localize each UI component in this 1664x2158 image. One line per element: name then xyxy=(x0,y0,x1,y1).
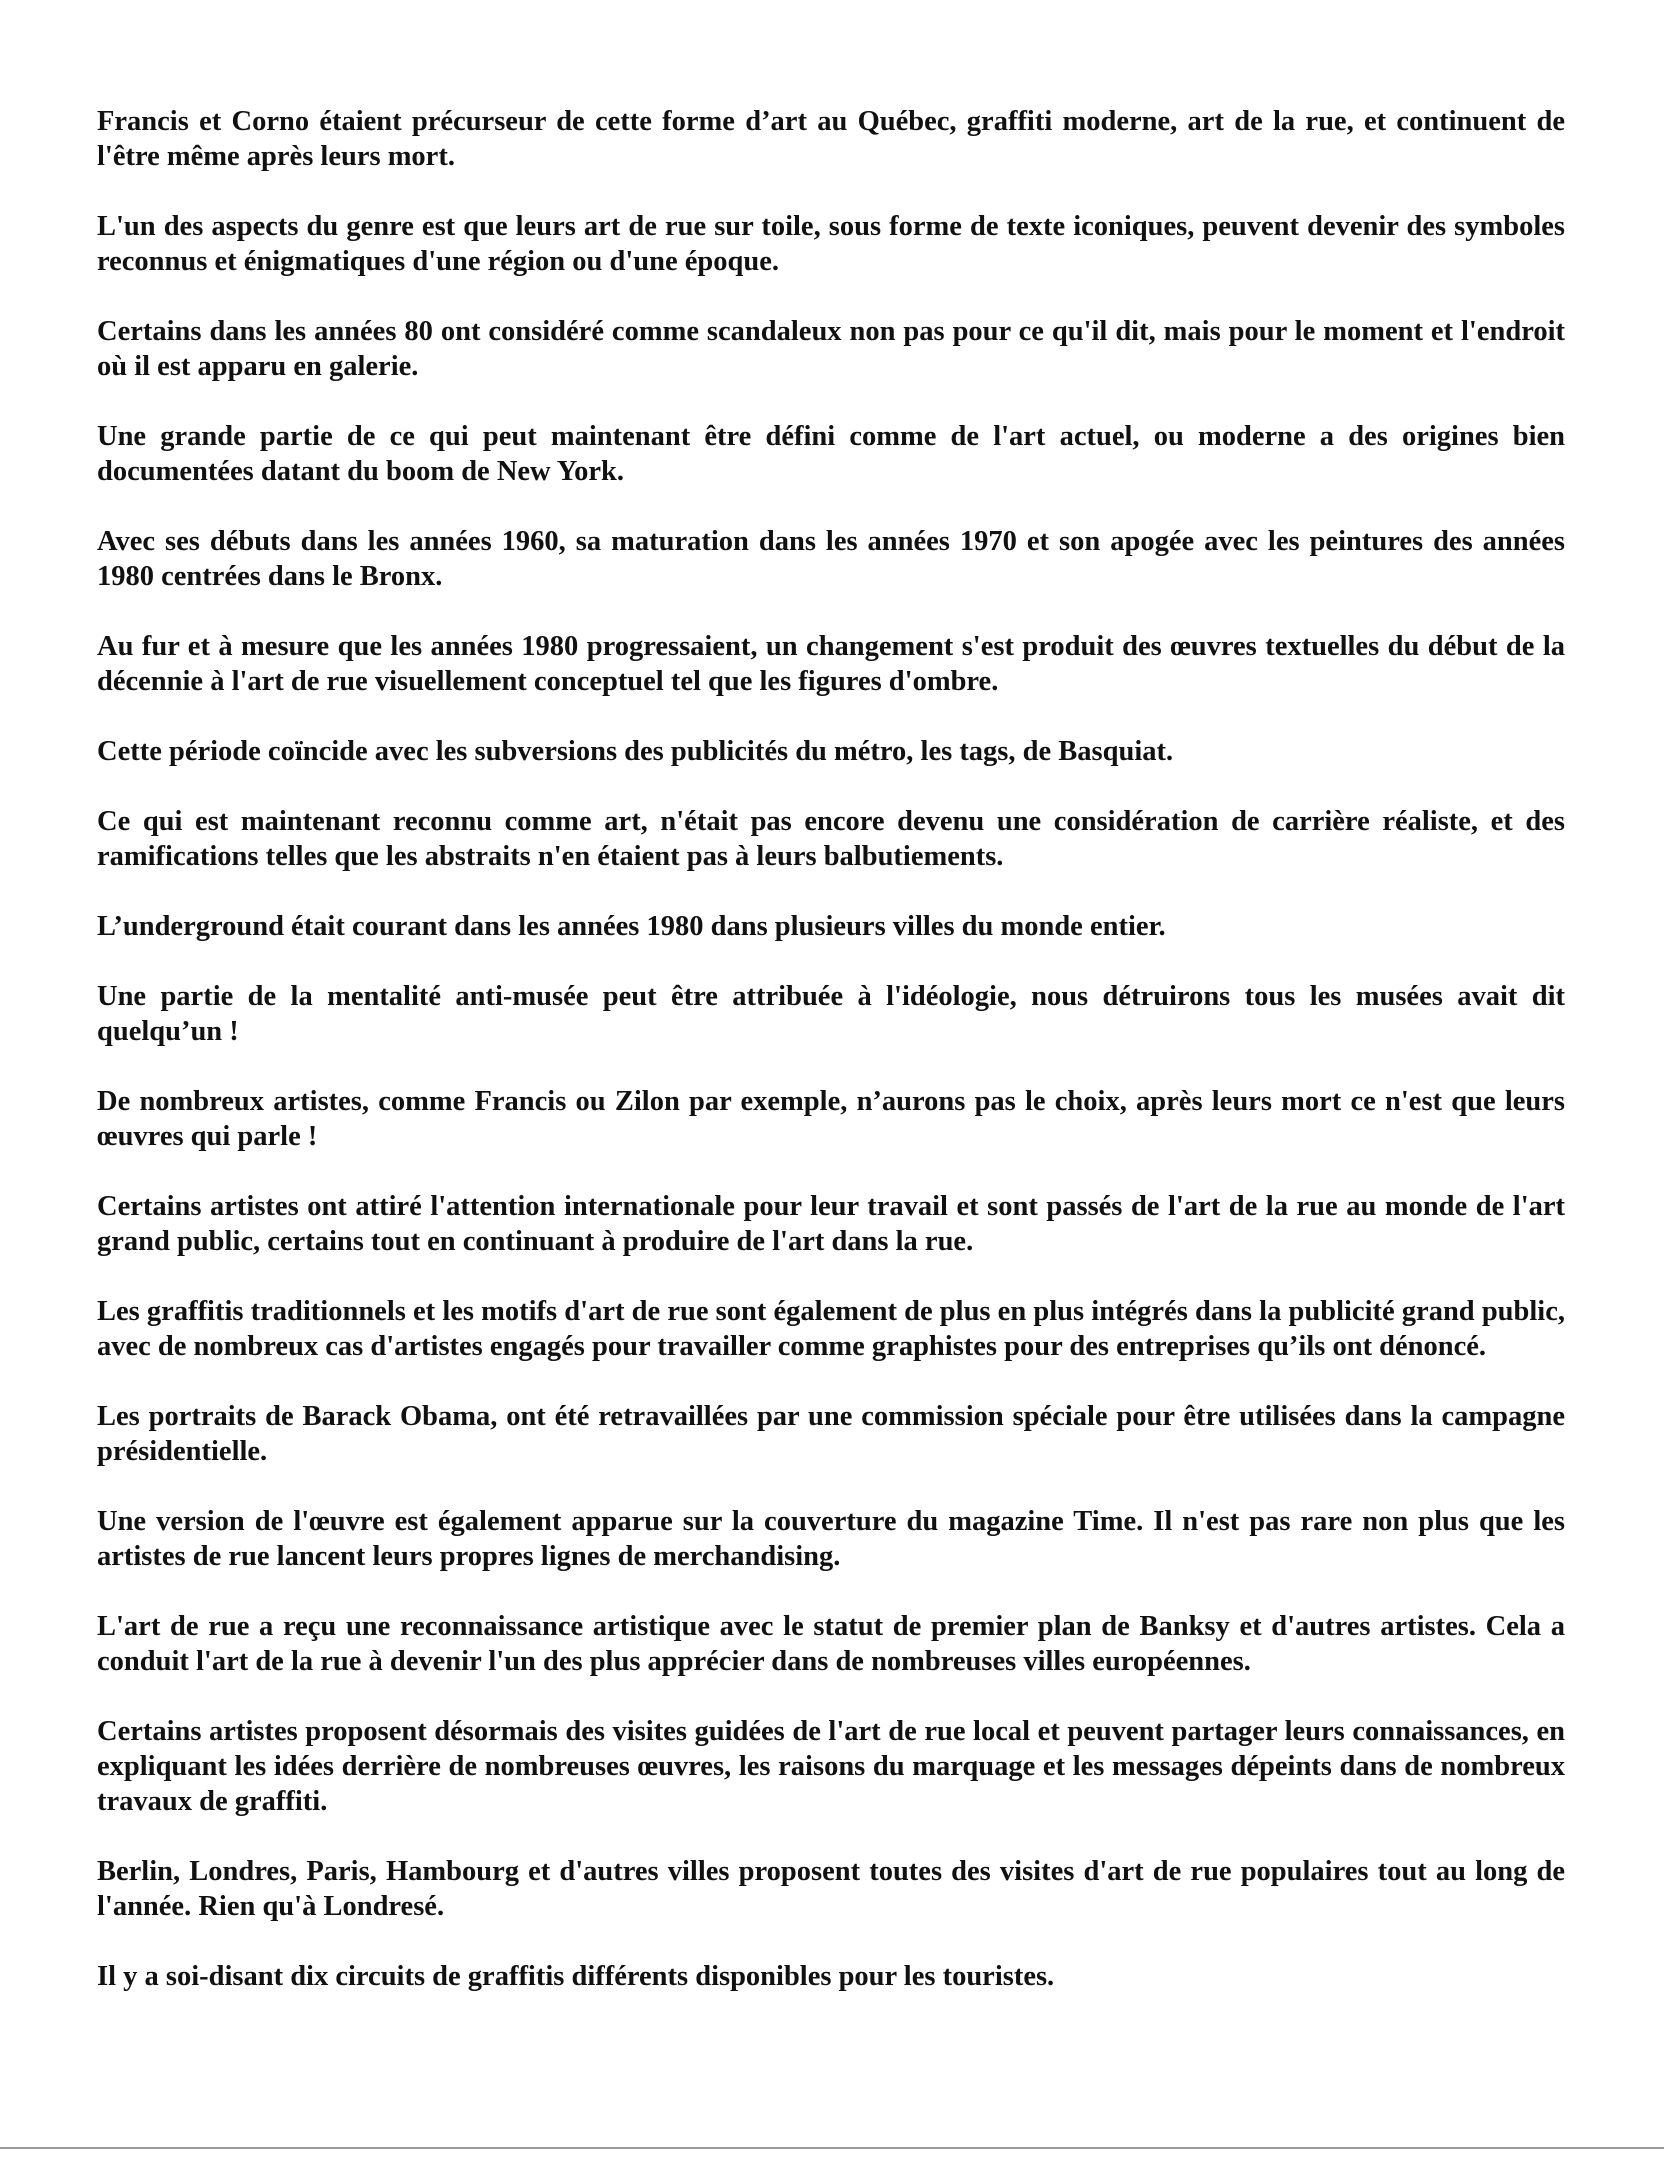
paragraph-1: Francis et Corno étaient précurseur de cette forme d’art au Québec, graffiti moderne, art de la rue, et continuent de l'être même après leurs mort. xyxy=(97,106,1565,172)
paragraph-16: L'art de rue a reçu une reconnaissance artistique avec le statut de premier plan de Banksy et d'autres artistes. Cela a conduit l'art de la rue à devenir l'un des plus apprécier dans de nombreuses villes européennes. xyxy=(97,1611,1565,1677)
paragraph-15: Une version de l'œuvre est également apparue sur la couverture du magazine Time. Il n'est pas rare non plus que les artistes de rue lancent leurs propres lignes de merchandising. xyxy=(97,1506,1565,1572)
paragraph-7: Cette période coïncide avec les subversions des publicités du métro, les tags, de Basquiat. xyxy=(97,736,1174,767)
paragraph-5: Avec ses débuts dans les années 1960, sa maturation dans les années 1970 et son apogée avec les peintures des années 1980 centrées dans le Bronx. xyxy=(97,526,1565,592)
page-bottom-edge xyxy=(0,2147,1664,2149)
paragraph-14: Les portraits de Barack Obama, ont été retravaillées par une commission spéciale pour être utilisées dans la campagne présidentielle. xyxy=(97,1401,1565,1467)
paragraph-12: Certains artistes ont attiré l'attention internationale pour leur travail et sont passés de l'art de la rue au monde de l'art grand public, certains tout en continuant à produire de l'art dans la rue. xyxy=(97,1191,1565,1257)
paragraph-19: Il y a soi-disant dix circuits de graffitis différents disponibles pour les touristes. xyxy=(97,1961,1055,1992)
paragraph-18: Berlin, Londres, Paris, Hambourg et d'autres villes proposent toutes des visites d'art de rue populaires tout au long de l'année. Rien qu'à Londresé. xyxy=(97,1856,1565,1922)
paragraph-6: Au fur et à mesure que les années 1980 progressaient, un changement s'est produit des œuvres textuelles du début de la décennie à l'art de rue visuellement conceptuel tel que les figures d'ombre. xyxy=(97,631,1565,697)
paragraph-3: Certains dans les années 80 ont considéré comme scandaleux non pas pour ce qu'il dit, mais pour le moment et l'endroit où il est apparu en galerie. xyxy=(97,316,1565,382)
paragraph-9: L’underground était courant dans les années 1980 dans plusieurs villes du monde entier. xyxy=(97,911,1166,942)
paragraph-13: Les graffitis traditionnels et les motifs d'art de rue sont également de plus en plus intégrés dans la publicité grand public, avec de nombreux cas d'artistes engagés pour travailler comme graphistes pour des entreprises qu’ils ont dénoncé. xyxy=(97,1296,1565,1362)
paragraph-8: Ce qui est maintenant reconnu comme art, n'était pas encore devenu une considération de carrière réaliste, et des ramifications telles que les abstraits n'en étaient pas à leurs balbutiements. xyxy=(97,806,1565,872)
paragraph-4: Une grande partie de ce qui peut maintenant être défini comme de l'art actuel, ou moderne a des origines bien documentées datant du boom de New York. xyxy=(97,421,1565,487)
paragraph-17: Certains artistes proposent désormais des visites guidées de l'art de rue local et peuvent partager leurs connaissances, en expliquant les idées derrière de nombreuses œuvres, les raisons du marquage et les messages dépeints dans de nombreux travaux de graffiti. xyxy=(97,1716,1565,1817)
paragraph-2: L'un des aspects du genre est que leurs art de rue sur toile, sous forme de texte iconiques, peuvent devenir des symboles reconnus et énigmatiques d'une région ou d'une époque. xyxy=(97,211,1565,277)
paragraph-11: De nombreux artistes, comme Francis ou Zilon par exemple, n’aurons pas le choix, après leurs mort ce n'est que leurs œuvres qui parle ! xyxy=(97,1086,1565,1152)
document-body xyxy=(97,104,1565,2029)
paragraph-10: Une partie de la mentalité anti-musée peut être attribuée à l'idéologie, nous détruirons tous les musées avait dit quelqu’un ! xyxy=(97,981,1565,1047)
